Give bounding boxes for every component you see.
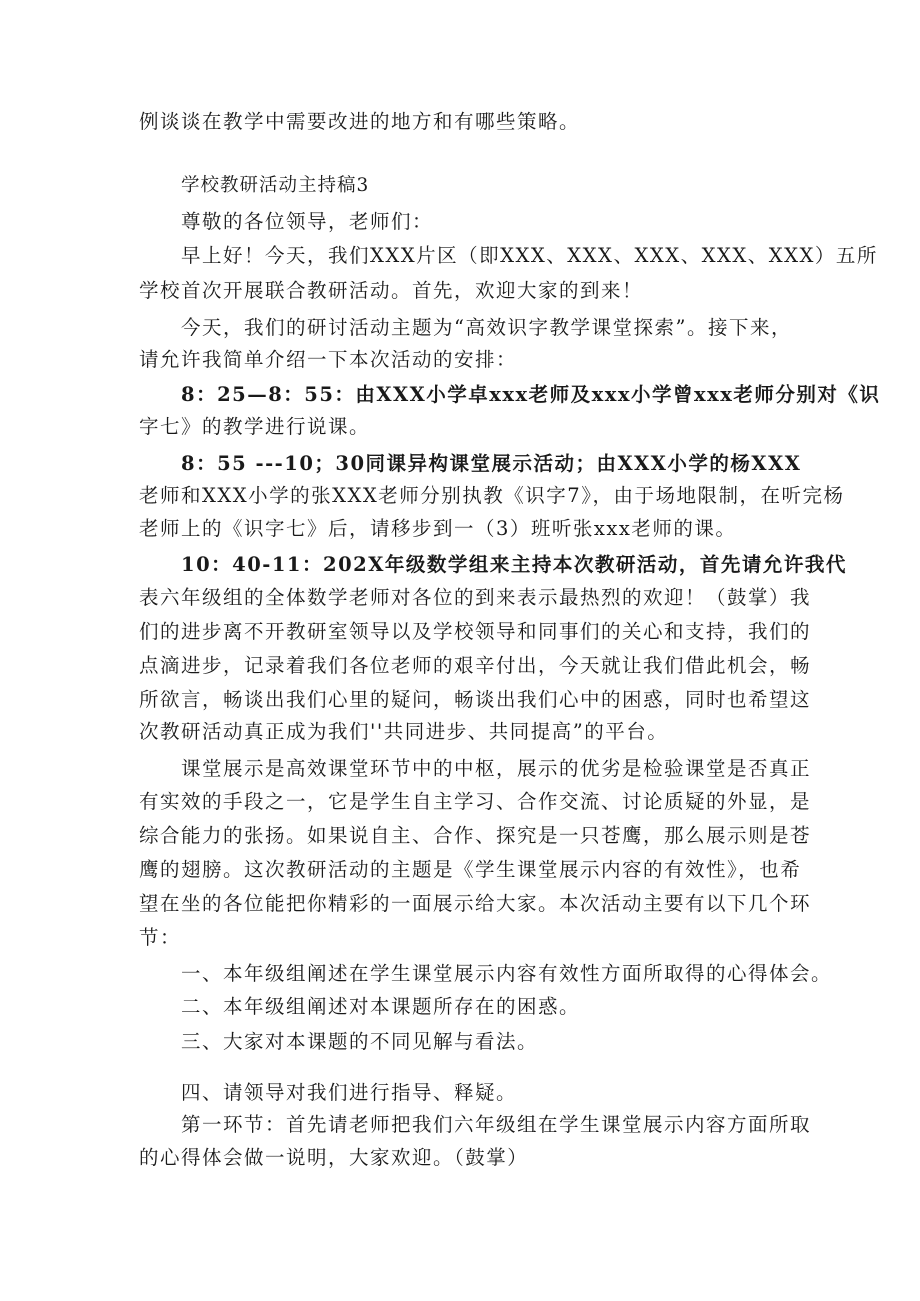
text-line: 例谈谈在教学中需要改进的地方和有哪些策略。: [139, 110, 581, 133]
text-line: 表六年级组的全体数学老师对各位的到来表示最热烈的欢迎！（鼓掌）我: [139, 586, 812, 609]
text-line: 的心得体会做一说明，大家欢迎。（鼓掌）: [139, 1146, 529, 1169]
text-line: 老师和XXX小学的张XXX老师分别执教《识字7》，由于场地限制，在听完杨: [139, 484, 845, 507]
text-line: 今天，我们的研讨活动主题为“高效识字教学课堂探索”。接下来，: [181, 316, 792, 339]
text-line: 学校首次开展联合教研活动。首先，欢迎大家的到来！: [139, 279, 644, 302]
text-line: 点滴进步，记录着我们各位老师的艰辛付出，今天就让我们借此机会，畅: [139, 654, 812, 677]
text-line: 鹰的翅膀。这次教研活动的主题是《学生课堂展示内容的有效性》，也希: [139, 858, 802, 881]
text-line: 所欲言，畅谈出我们心里的疑问，畅谈出我们心中的困惑，同时也希望这: [139, 688, 812, 711]
schedule-item: 8：55 ---10；30同课异构课堂展示活动；由XXX小学的杨XXX: [181, 452, 802, 475]
salutation: 尊敬的各位领导，老师们：: [181, 210, 434, 233]
text-line: 课堂展示是高效课堂环节中的中枢，展示的优劣是检验课堂是否真正: [181, 757, 812, 780]
schedule-item: 10：40-11：202X年级数学组来主持本次教研活动，首先请允许我代: [181, 553, 847, 576]
list-item: 一、本年级组阐述在学生课堂展示内容有效性方面所取得的心得体会。: [181, 962, 833, 985]
text-line: 字七》的教学进行说课。: [139, 415, 371, 438]
text-line: 第一环节：首先请老师把我们六年级组在学生课堂展示内容方面所取: [181, 1113, 812, 1136]
list-item: 四、请领导对我们进行指导、释疑。: [181, 1081, 518, 1104]
text-line: 节：: [139, 926, 182, 949]
text-line: 望在坐的各位能把你精彩的一面展示给大家。本次活动主要有以下几个环: [139, 892, 812, 915]
text-line: 次教研活动真正成为我们''共同进步、共同提高”的平台。: [139, 720, 669, 743]
schedule-item: 8：25—8：55：由XXX小学卓xxx老师及xxx小学曾xxx老师分别对《识: [181, 383, 881, 406]
list-item: 三、大家对本课题的不同见解与看法。: [181, 1030, 539, 1053]
text-line: 们的进步离不开教研室领导以及学校领导和同事们的关心和支持，我们的: [139, 620, 812, 643]
text-line: 有实效的手段之一，它是学生自主学习、合作交流、讨论质疑的外显，是: [139, 790, 812, 813]
text-line: 老师上的《识字七》后，请移步到一（3）班听张xxx老师的课。: [139, 517, 737, 540]
text-line: 请允许我简单介绍一下本次活动的安排：: [139, 348, 518, 371]
list-item: 二、本年级组阐述对本课题所存在的困惑。: [181, 995, 581, 1018]
text-line: 综合能力的张扬。如果说自主、合作、探究是一只苍鹰，那么展示则是苍: [139, 824, 812, 847]
section-title: 学校教研活动主持稿3: [181, 175, 370, 196]
text-line: 早上好！今天，我们XXX片区（即XXX、XXX、XXX、XXX、XXX）五所: [181, 244, 878, 267]
